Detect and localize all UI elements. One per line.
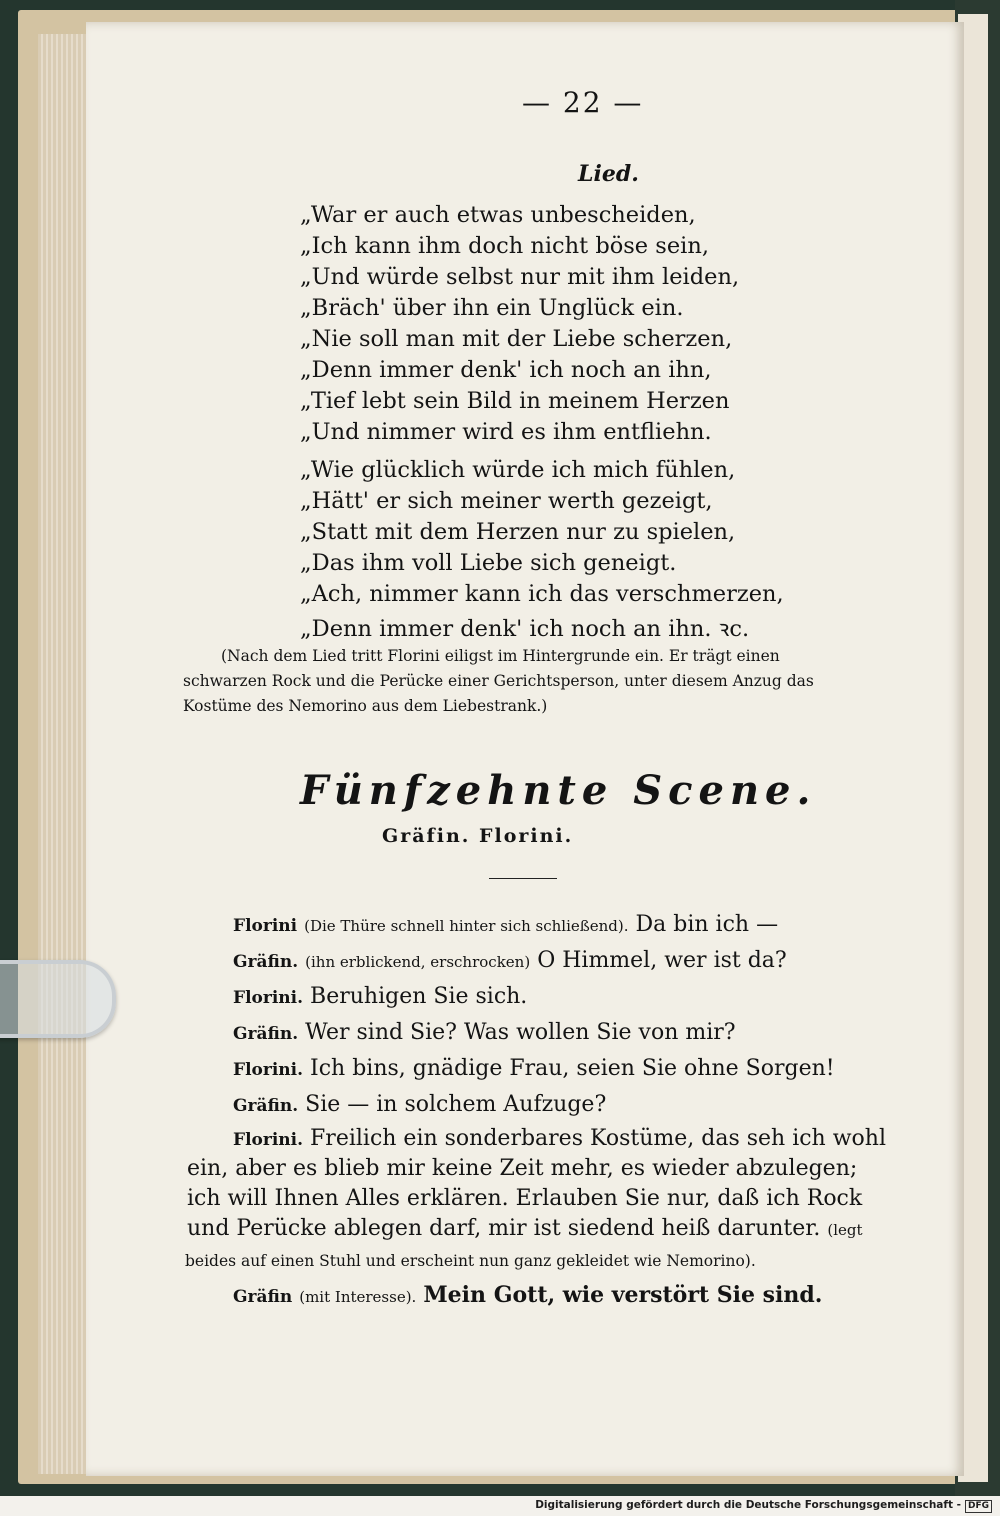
- song-heading: Lied.: [578, 161, 639, 187]
- stage-direction-inline: (Die Thüre schnell hinter sich schließend).: [304, 917, 629, 935]
- speaker-name: Florini: [233, 916, 298, 936]
- speaker-name: Florini.: [233, 1060, 304, 1080]
- verse-line: „Das ihm voll Liebe sich geneigt.: [300, 550, 677, 576]
- spoken-text: und Perücke ablegen darf, mir ist siedend heiß darunter.: [187, 1216, 821, 1241]
- dialogue-line: [233, 912, 778, 937]
- dialogue-line: [233, 1092, 606, 1117]
- page-number: — 22 —: [522, 86, 644, 119]
- speaker-name: Gräfin.: [233, 1096, 299, 1116]
- spoken-text: Ich bins, gnädige Frau, seien Sie ohne Sorgen!: [310, 1056, 835, 1081]
- page-clip: [0, 960, 116, 1038]
- digitization-credit: [535, 1499, 992, 1513]
- speaker-name: Gräfin: [233, 1287, 293, 1307]
- dialogue-line: [233, 1056, 835, 1081]
- stage-direction-line: (Nach dem Lied tritt Florini eiligst im Hintergrunde ein. Er trägt einen: [221, 647, 780, 665]
- scene-title: Fünfzehnte Scene.: [300, 767, 817, 814]
- verse-line: „Denn immer denk' ich noch an ihn. ꝛc.: [300, 616, 750, 642]
- speaker-name: Gräfin.: [233, 1024, 299, 1044]
- verse-line: „Nie soll man mit der Liebe scherzen,: [300, 326, 733, 352]
- verse-line: „Hätt' er sich meiner werth gezeigt,: [300, 488, 713, 514]
- spoken-text: Da bin ich —: [635, 912, 779, 937]
- verse-line: „Bräch' über ihn ein Unglück ein.: [300, 295, 684, 321]
- verse-line: „War er auch etwas unbescheiden,: [300, 202, 696, 228]
- cast-list: Gräfin. Florini.: [382, 825, 574, 847]
- verse-line: „Und würde selbst nur mit ihm leiden,: [300, 264, 740, 290]
- speaker-name: Florini.: [233, 988, 304, 1008]
- credit-text: Digitalisierung gefördert durch die Deutsche Forschungsgemeinschaft -: [535, 1499, 961, 1511]
- verse-line: „Statt mit dem Herzen nur zu spielen,: [300, 519, 736, 545]
- verse-line: „Tief lebt sein Bild in meinem Herzen: [300, 388, 730, 414]
- spoken-text: O Himmel, wer ist da?: [537, 948, 787, 973]
- speech-line: [233, 1126, 886, 1151]
- verse-line: „Wie glücklich würde ich mich fühlen,: [300, 457, 736, 483]
- stage-direction-line: Kostüme des Nemorino aus dem Liebestrank.): [183, 697, 548, 715]
- stage-direction-inline: (mit Interesse).: [299, 1288, 417, 1306]
- book-page: [86, 22, 964, 1476]
- stage-direction-inline: (legt: [827, 1221, 863, 1239]
- verse-line: „Ich kann ihm doch nicht böse sein,: [300, 233, 709, 259]
- spoken-text: Beruhigen Sie sich.: [310, 984, 528, 1009]
- dialogue-line: [233, 948, 787, 973]
- speech-line: ein, aber es blieb mir keine Zeit mehr, es wieder abzulegen;: [187, 1156, 858, 1181]
- stage-direction-line: schwarzen Rock und die Perücke einer Gerichtsperson, unter diesem Anzug das: [183, 672, 814, 690]
- speech-line: [187, 1216, 863, 1241]
- dialogue-line: [233, 1282, 822, 1308]
- speaker-name: Florini.: [233, 1130, 304, 1150]
- stage-direction-inline: (ihn erblickend, erschrocken): [305, 953, 531, 971]
- spoken-text: Freilich ein sonderbares Kostüme, das seh ich wohl: [310, 1126, 886, 1151]
- section-divider: [489, 878, 557, 879]
- verse-line: „Ach, nimmer kann ich das verschmerzen,: [300, 581, 784, 607]
- dfg-logo: DFG: [965, 1500, 992, 1513]
- speaker-name: Gräfin.: [233, 952, 299, 972]
- spoken-text: Sie — in solchem Aufzuge?: [305, 1092, 607, 1117]
- dialogue-line: [233, 984, 527, 1009]
- spoken-text: Wer sind Sie? Was wollen Sie von mir?: [305, 1020, 736, 1045]
- stage-direction-line: beides auf einen Stuhl und erscheint nun ganz gekleidet wie Nemorino).: [185, 1252, 756, 1270]
- speech-line: ich will Ihnen Alles erklären. Erlauben Sie nur, daß ich Rock: [187, 1186, 863, 1211]
- spoken-text: Mein Gott, wie verstört Sie sind.: [423, 1282, 823, 1308]
- verse-line: „Und nimmer wird es ihm entfliehn.: [300, 419, 712, 445]
- verse-line: „Denn immer denk' ich noch an ihn,: [300, 357, 712, 383]
- dialogue-line: [233, 1020, 736, 1045]
